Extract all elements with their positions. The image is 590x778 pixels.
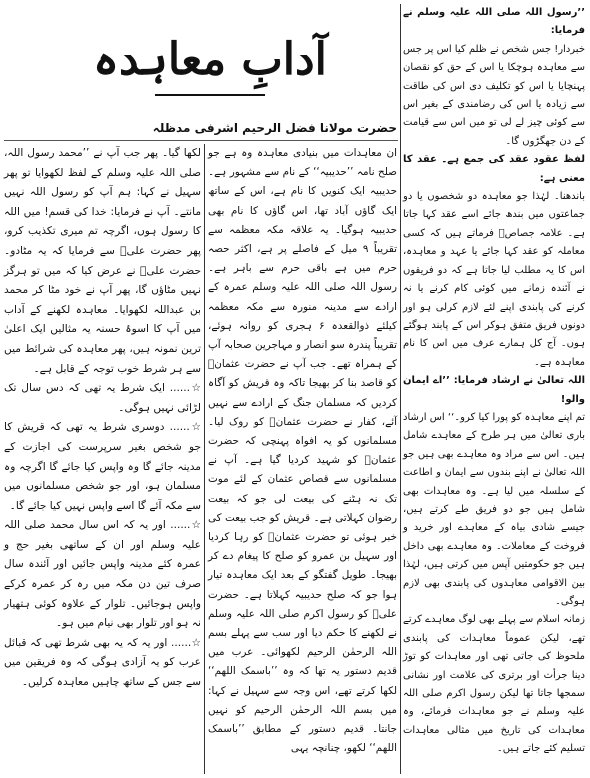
paragraph: تم اپنے معاہدہ کو پورا کیا کرو۔‘‘ اس ارشاد باری تعالیٰ میں ہر طرح کے معاہدے شامل ہیں۔ اس سے مراد وہ معاہدے بھی ہیں جو اللہ تعالیٰ نے اپنے بندوں سے ایمان و اطاعت کے سلسلہ میں لیا ہے۔ وہ معاہدات بھی شامل ہیں جو دو فریق طے کرتے ہیں، جیسے شادی بیاہ کے معاہدے اور خرید و فروخت کے معاملات۔ وہ معاہدے بھی داخل ہیں جو حکومتیں آپس میں کرتی ہیں، لہٰذا بین الاقوامی معاہدوں کی پابندی بھی لازم ہوگی۔ (403, 411, 585, 607)
title-block (60, 30, 360, 110)
paragraph: ☆...... اور یہ کہ اس سال محمد صلی اللہ علیہ وسلم اور ان کے ساتھی بغیر حج و عمرہ کئے مدینہ واپس جائیں اور آئندہ سال صرف تین دن مکہ میں رہ کر عمرہ کرکے واپس ہوجائیں۔ تلوار کے علاوہ کوئی ہتھیار نہ ہو اور تلوار بھی نیام میں ہو۔ (4, 519, 201, 630)
paragraph: خبردار! جس شخص نے ظلم کیا اس پر جس سے معاہدہ ہوچکا یا اس کے حق کو نقصان پہنچایا یا اس کو تکلیف دی اس کی طاقت سے زیادہ یا اس کی رضامندی کے بغیر اس سے کوئی چیز لے لی تو میں اس سے قیامت کے دن جھگڑوں گا۔ (403, 43, 585, 147)
column-left (4, 144, 201, 693)
paragraph: ☆...... دوسری شرط یہ تھی کہ قریش کا جو شخص بغیر سرپرست کی اجازت کے مدینہ جائے گا وہ واپس کیا جائے گا اگرچہ وہ مسلمان ہو، اور جو شخص مسلمانوں میں سے مکہ آئے گا اسے واپس نہیں کیا جائے گا۔ (4, 421, 201, 512)
paragraph: اللہ تعالیٰ نے ارشاد فرمایا: ’’اے ایمان والو! (403, 375, 585, 405)
paragraph: زمانہ اسلام سے پہلے بھی لوگ معاہدے کرتے تھے، لیکن عموماً معاہدات کی پابندی ملحوظ کی جاتی تھی اور معاہدات کو توڑ دینا جرأت اور برتری کی علامت اور نشانی سمجھا جاتا تھا لیکن رسول اکرم صلی اللہ علیہ وسلم نے جو معاہدات فرمائے، وہ معاہدات کی تاریخ میں مثالی معاہدات تسلیم کئے جاتے ہیں۔ (403, 614, 585, 755)
author-line: حضرت مولانا فضل الرحیم اشرفی مدظلہ (152, 121, 397, 135)
paragraph: ان معاہدات میں بنیادی معاہدہ وہ ہے جو صلح نامہ ’’حدیبیہ‘‘ کے نام سے مشہور ہے۔ حدیبیہ ایک کنویں کا نام ہے، اس کے ساتھ ایک گاؤں آباد تھا، اس گاؤں کا نام بھی حدیبیہ ہوگیا۔ یہ علاقہ مکہ معظمہ سے تقریباً ۹ میل کے فاصلے پر ہے، اکثر حصہ حرم میں ہے باقی حرم سے باہر ہے۔ رسول اللہ صلی اللہ علیہ وسلم عمرہ کے ارادے سے مدینہ منورہ سے مکہ معظمہ کیلئے ذوالقعدہ ۶ ہجری کو روانہ ہوئے، تقریباً پندرہ سو انصار و مہاجرین صحابہ آپ کے ہمراہ تھے۔ جب آپ نے حضرت عثمانؓ کو قاصد بنا کر بھیجا تاکہ وہ قریش کو آگاہ کردیں کہ مسلمان جنگ کے ارادے سے نہیں آئے، کفار نے حضرت عثمانؓ کو روک لیا۔ مسلمانوں کو یہ افواہ پہنچی کہ حضرت عثمانؓ کو شہید کردیا گیا ہے۔ آپ نے مسلمانوں سے قصاص عثمان کے لئے موت تک نہ ہٹنے کی بیعت لی جو کہ بیعت رضوان کہلاتی ہے۔ قریش کو جب بیعت کی خبر ہوئی تو حضرت عثمانؓ کو رہا کردیا اور سہیل بن عمرو کو صلح کا پیغام دے کر بھیجا۔ طویل گفتگو کے بعد ایک معاہدہ تیار ہوا جو کہ صلح حدیبیہ کہلاتا ہے۔ حضرت علیؓ کو رسول اکرم صلی اللہ علیہ وسلم نے لکھنے کا حکم دیا اور سب سے پہلے بسم اللہ الرحمٰن الرحیم لکھوائی۔ عرب میں قدیم دستور یہ تھا کہ وہ ’’باسمک اللھم‘‘ لکھا کرتے تھے، اس وجہ سے سہیل نے کہا: میں بسم اللہ الرحمٰن الرحیم کو نہیں جانتا۔ قدیم دستور کے مطابق ’’باسمک اللھم‘‘ لکھو، چنانچہ یہی (208, 147, 397, 755)
paragraph: لفظ عقود عقد کی جمع ہے۔ عقد کا معنی ہے: (403, 154, 585, 184)
paragraph: ’’رسول اللہ صلی اللہ علیہ وسلم نے فرمایا: (403, 7, 585, 37)
column-divider (400, 4, 401, 774)
column-right (403, 4, 585, 759)
paragraph: ☆...... ایک شرط یہ تھی کہ دس سال تک لڑائی نہیں ہوگی۔ (4, 382, 201, 414)
column-divider (204, 144, 205, 774)
header-rule (4, 140, 398, 141)
article-title: آدابِ معاہدہ (93, 34, 327, 85)
paragraph: باندھنا۔ لہٰذا جو معاہدہ دو شخصوں یا دو جماعتوں میں بندھ جائے اسے عقد کہا جاتا ہے۔ علامہ جصاصؒ فرماتے ہیں کہ کسی معاملہ کو عقد کہا جائے یا عہد و معاہدہ، اس کا یہ مطلب لیا جاتا ہے کہ دو فریقوں نے آئندہ زمانے میں کوئی کام کرنے یا نہ کرنے کی پابندی اپنے لئے لازم کرلی ہو اور دونوں فریق متفق ہوکر اس کے پابند ہوگئے ہوں۔ آج کل ہمارے عرف میں اس کا نام معاہدہ ہے۔ (403, 191, 585, 368)
paragraph: ☆...... اور یہ کہ یہ بھی شرط تھی کہ قبائل عرب کو یہ آزادی ہوگی کہ وہ فریقین میں سے جس کے ساتھ چاہیں معاہدہ کرلیں۔ (4, 636, 201, 689)
column-middle (208, 144, 397, 759)
paragraph: لکھا گیا۔ پھر جب آپ نے ’’محمد رسول اللہ، صلی اللہ علیہ وسلم کے لفظ لکھوایا تو پھر سہیل نے کہا: ہم آپ کو رسول اللہ نہیں مانتے۔ آپ نے فرمایا: خدا کی قسم! میں اللہ کا رسول ہوں، اگرچہ تم میری تکذیب کرو، پھر حضرت علیؓ سے فرمایا کہ یہ مٹادو۔ حضرت علیؓ نے عرض کیا کہ میں تو ہرگز نہیں مٹاؤں گا، پھر آپ نے خود مٹا کر محمد بن عبداللہ لکھوایا۔ معاہدہ لکھنے کے آداب میں آپ کا اسوۂ حسنہ یہ مثالیں ایک اعلیٰ ترین نمونہ ہیں، پھر معاہدہ کی شرائط میں سے ہر شرط خوب توجہ کے قابل ہے۔ (4, 147, 201, 375)
title-underline (155, 94, 265, 96)
